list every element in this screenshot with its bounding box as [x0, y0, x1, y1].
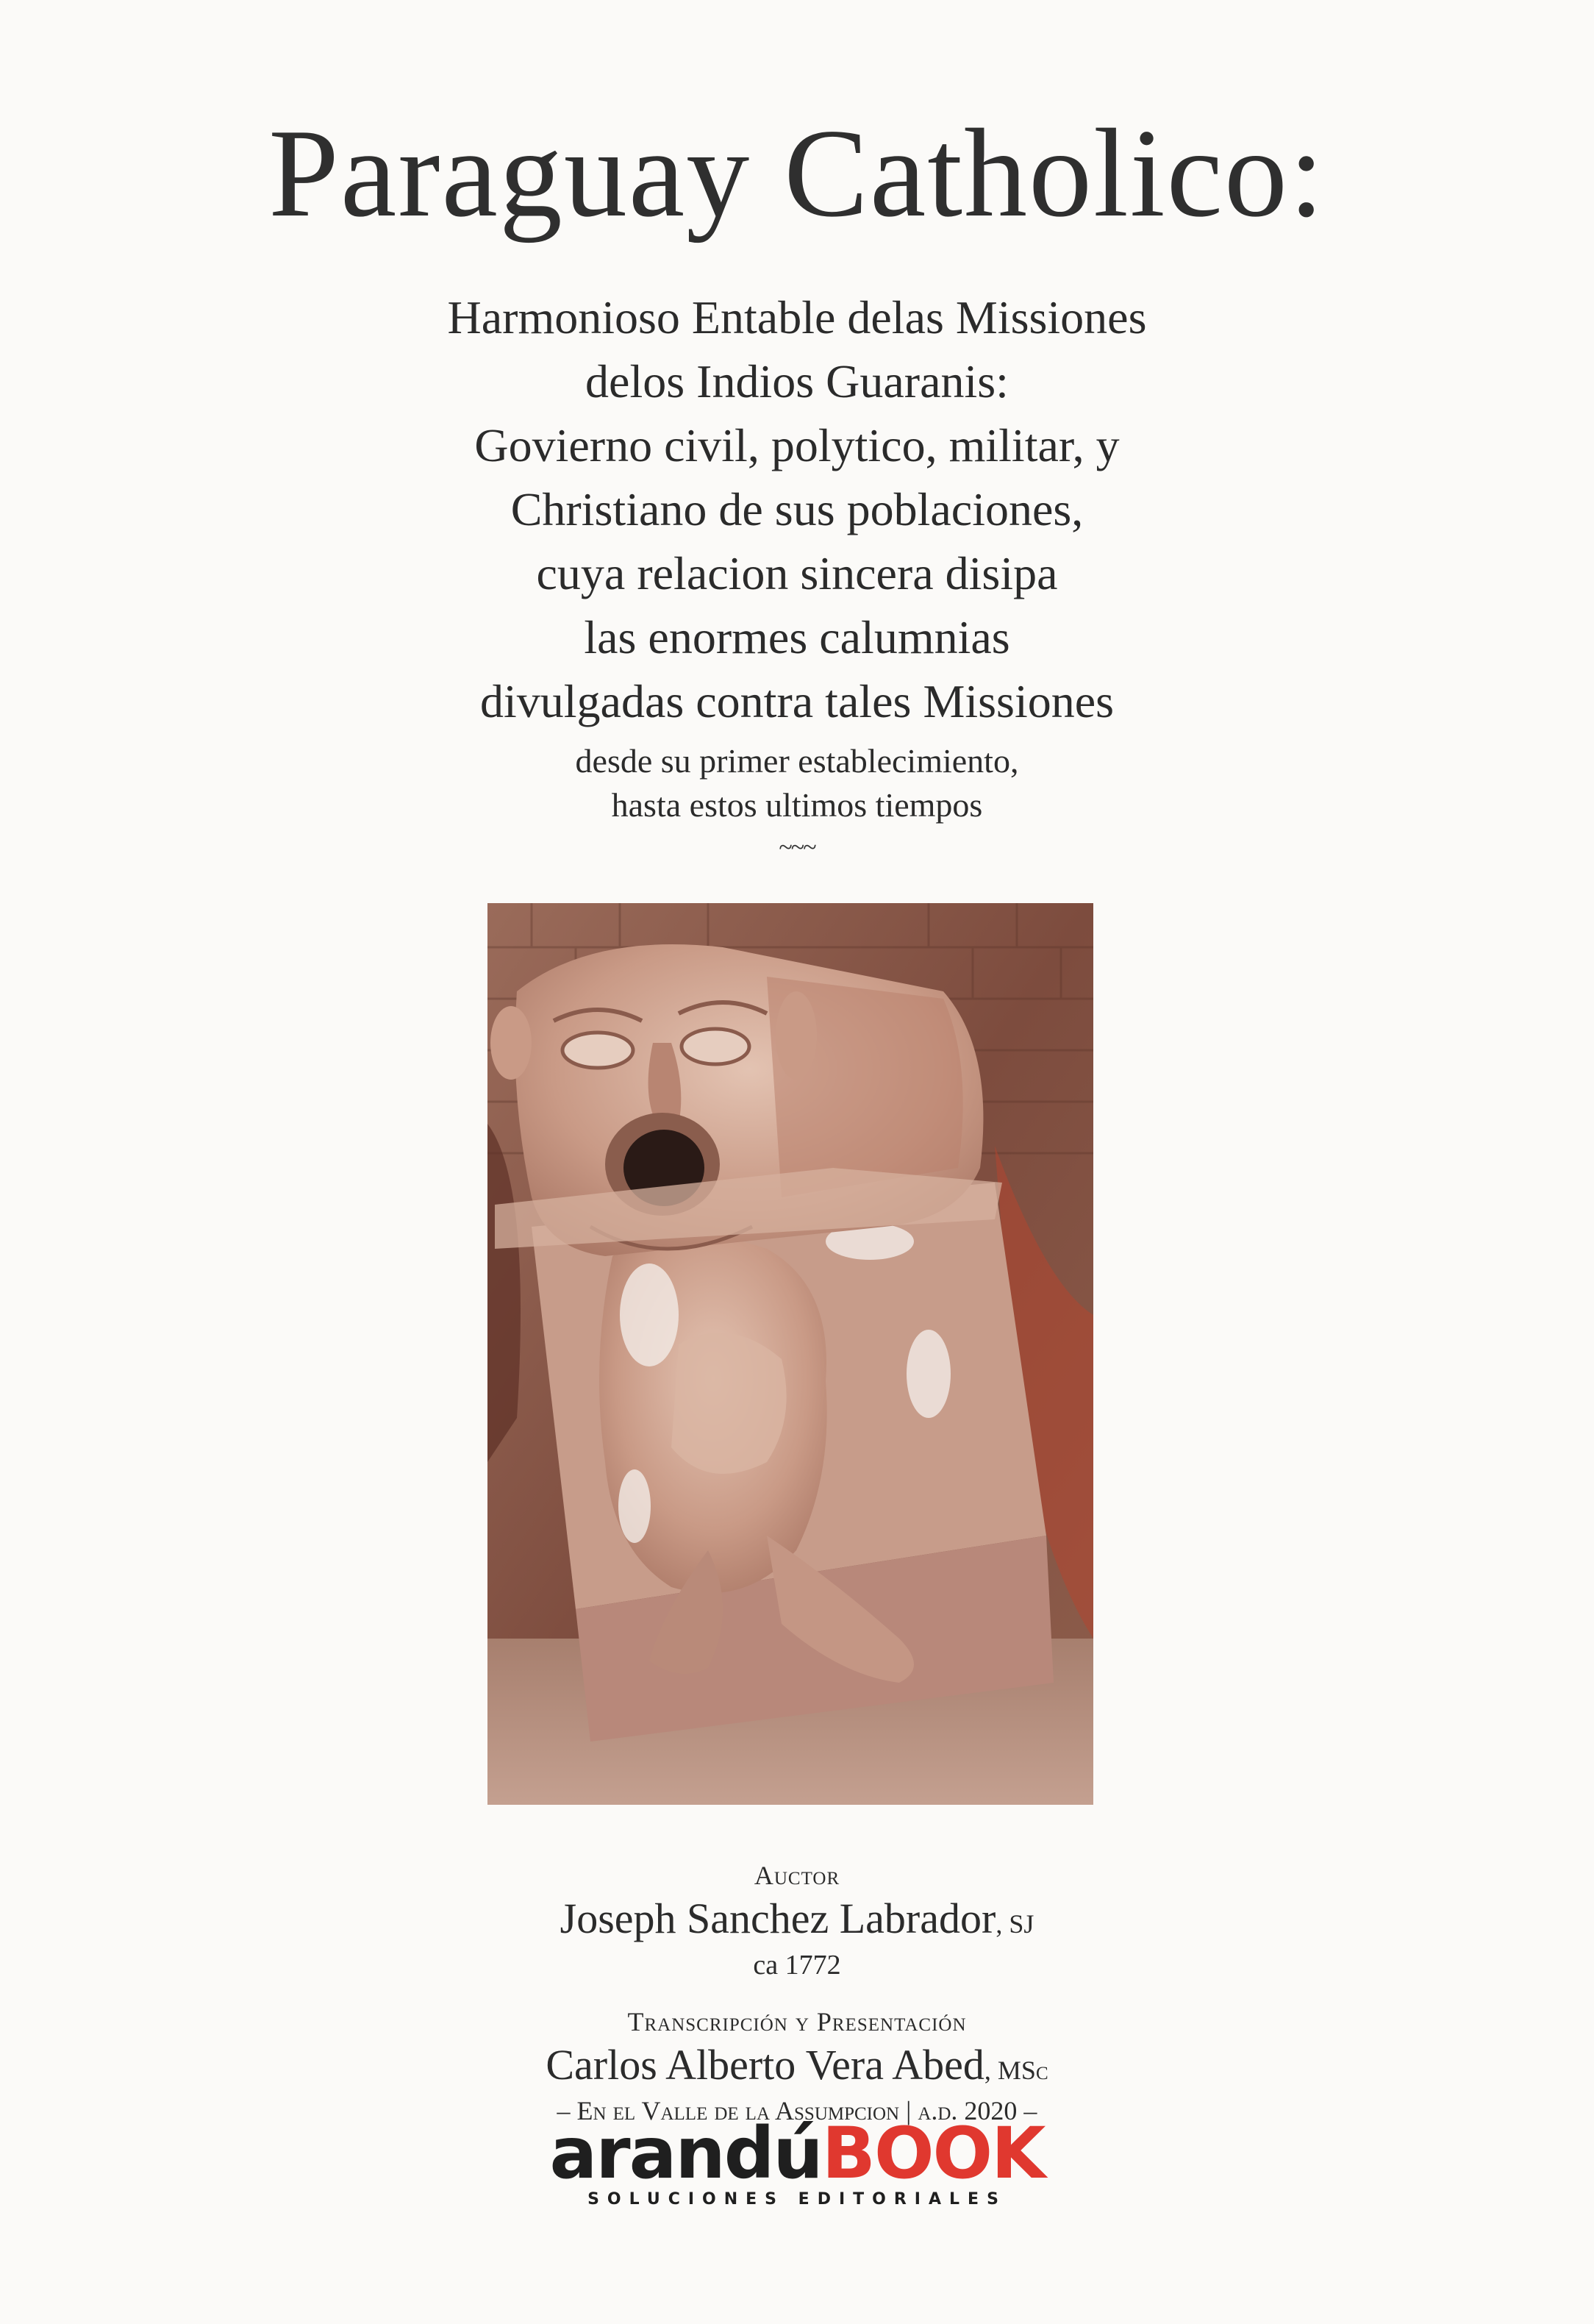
- publisher-tagline: SOLUCIONES EDITORIALES: [587, 2190, 1007, 2209]
- author-label: Auctor: [754, 1861, 840, 1890]
- subtitle-line: delos Indios Guaranis:: [585, 355, 1009, 407]
- subtitle-small-line: hasta estos ultimos tiempos: [611, 786, 983, 824]
- publisher-wordmark: [0, 2112, 1594, 2195]
- editor-label: Transcripción y Presentación: [627, 2007, 967, 2036]
- cover-photo-gargoyle: [487, 903, 1093, 1805]
- subtitle-block: [0, 285, 1594, 863]
- subtitle-line: Govierno civil, polytico, militar, y: [474, 419, 1120, 471]
- subtitle-line: divulgadas contra tales Missiones: [479, 675, 1115, 727]
- publisher-name-part2: BOOK: [821, 2112, 1045, 2195]
- author-line: [0, 1895, 1594, 1948]
- editor-suffix: , MSc: [984, 2056, 1048, 2085]
- subtitle-line: Harmonioso Entable delas Missiones: [447, 291, 1147, 343]
- publisher-logo: [0, 2112, 1594, 2209]
- subtitle-line: Christiano de sus poblaciones,: [510, 483, 1084, 535]
- author-name: Joseph Sanchez Labrador: [560, 1895, 996, 1942]
- book-title: Paraguay Catholico:: [268, 104, 1326, 243]
- publisher-name-part1: arandú: [549, 2112, 822, 2195]
- subtitle-small-line: desde su primer establecimiento,: [575, 742, 1019, 780]
- author-suffix: , SJ: [996, 1909, 1034, 1939]
- subtitle-line: las enormes calumnias: [584, 611, 1010, 663]
- editor-line: [0, 2041, 1594, 2095]
- place-date: – En el Valle de la Assumpcion | a.d. 2020 –: [557, 2096, 1037, 2125]
- subtitle-line: cuya relacion sincera disipa: [536, 547, 1058, 599]
- ornament-divider: ~~~: [779, 834, 815, 861]
- credits-block: [0, 1861, 1594, 2127]
- author-date: ca 1772: [753, 1950, 841, 1981]
- editor-name: Carlos Alberto Vera Abed: [546, 2041, 984, 2089]
